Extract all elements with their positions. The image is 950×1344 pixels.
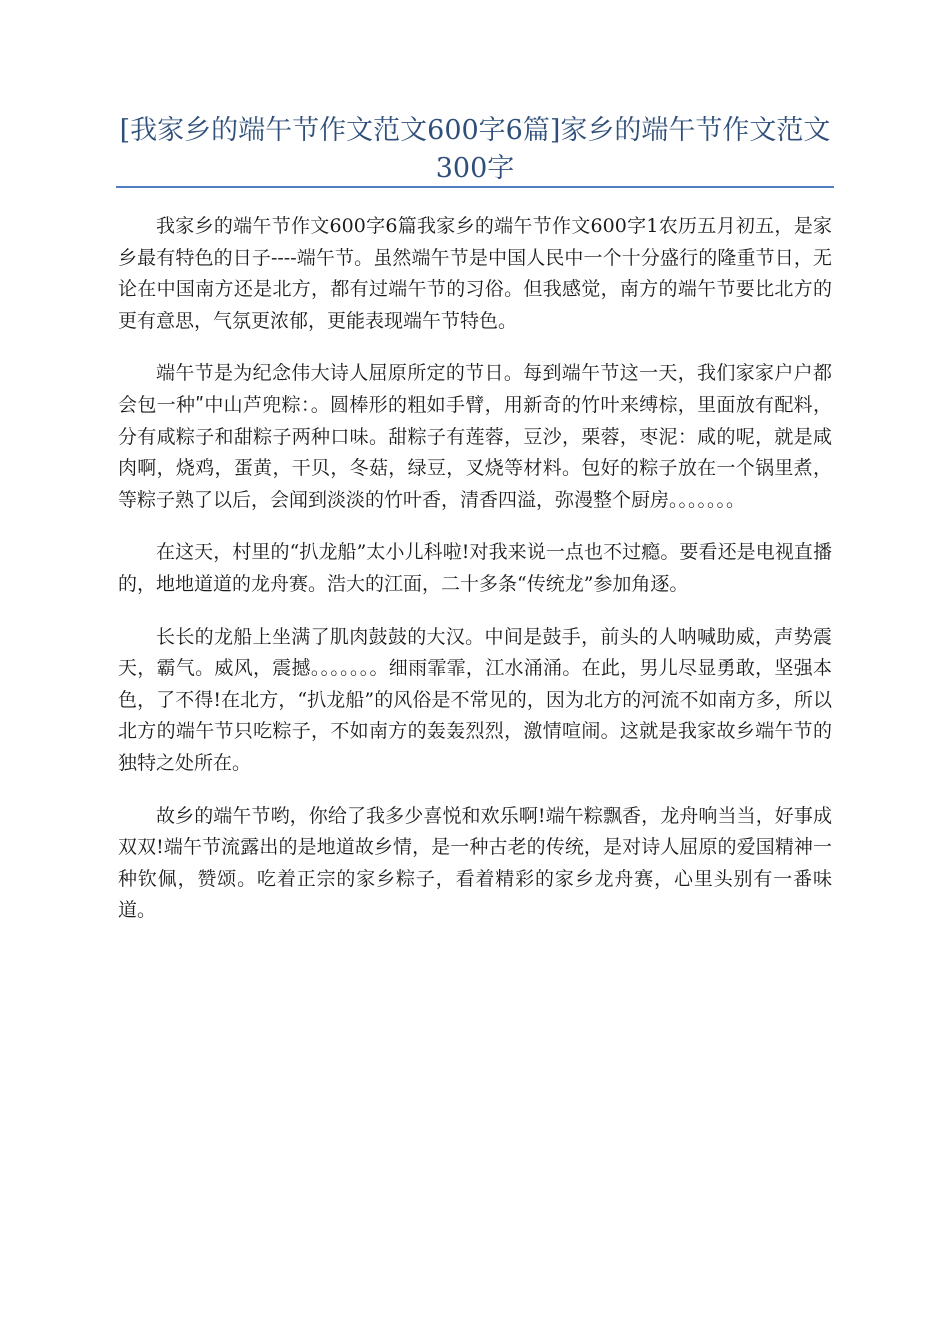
- paragraph-3: 在这天，村里的“扒龙船”太小儿科啦!对我来说一点也不过瘾。要看还是电视直播的，地地道道的龙舟赛。浩大的江面，二十多条“传统龙”参加角逐。: [118, 541, 832, 595]
- document-body: [118, 211, 832, 948]
- title-block: [116, 112, 834, 188]
- paragraph-1: 我家乡的端午节作文600字6篇我家乡的端午节作文600字1农历五月初五，是家乡最有特色的日子----端午节。虽然端午节是中国人民中一个十分盛行的隆重节日，无论在中国南方还是北方，都有过端午节的习俗。但我感觉，南方的端午节要比北方的更有意思，气氛更浓郁，更能表现端午节特色。: [118, 215, 832, 332]
- paragraph-4: 长长的龙船上坐满了肌肉鼓鼓的大汉。中间是鼓手，前头的人呐喊助威，声势震天，霸气。威风，震撼。。。。。。。细雨霏霏，江水涌涌。在此，男儿尽显勇敢，坚强本色，了不得!在北方，“扒龙船”的风俗是不常见的，因为北方的河流不如南方多，所以北方的端午节只吃粽子，不如南方的轰轰烈烈，激情喧闹。这就是我家故乡端午节的独特之处所在。: [118, 625, 832, 774]
- paragraph-2: 端午节是为纪念伟大诗人屈原所定的节日。每到端午节这一天，我们家家户户都会包一种ʺ中山芦兜粽：。圆棒形的粗如手臂，用新奇的竹叶来缚棕，里面放有配料，分有咸粽子和甜粽子两种口味。甜粽子有莲蓉，豆沙，栗蓉，枣泥：咸的呢，就是咸肉啊，烧鸡，蛋黄，干贝，冬菇，绿豆，叉烧等材料。包好的粽子放在一个锅里煮，等粽子熟了以后，会闻到淡淡的竹叶香，清香四溢，弥漫整个厨房。。。。。。。: [118, 362, 832, 511]
- paragraph-5: 故乡的端午节哟，你给了我多少喜悦和欢乐啊!端午粽飘香，龙舟响当当，好事成双双!端午节流露出的是地道故乡情，是一种古老的传统，是对诗人屈原的爱国精神一种钦佩，赞颂。吃着正宗的家乡粽子，看着精彩的家乡龙舟赛，心里头别有一番味道。: [118, 804, 832, 922]
- title-underline: [116, 186, 834, 188]
- document-title: [我家乡的端午节作文范文600字6篇]家乡的端午节作文范文300字: [119, 115, 831, 184]
